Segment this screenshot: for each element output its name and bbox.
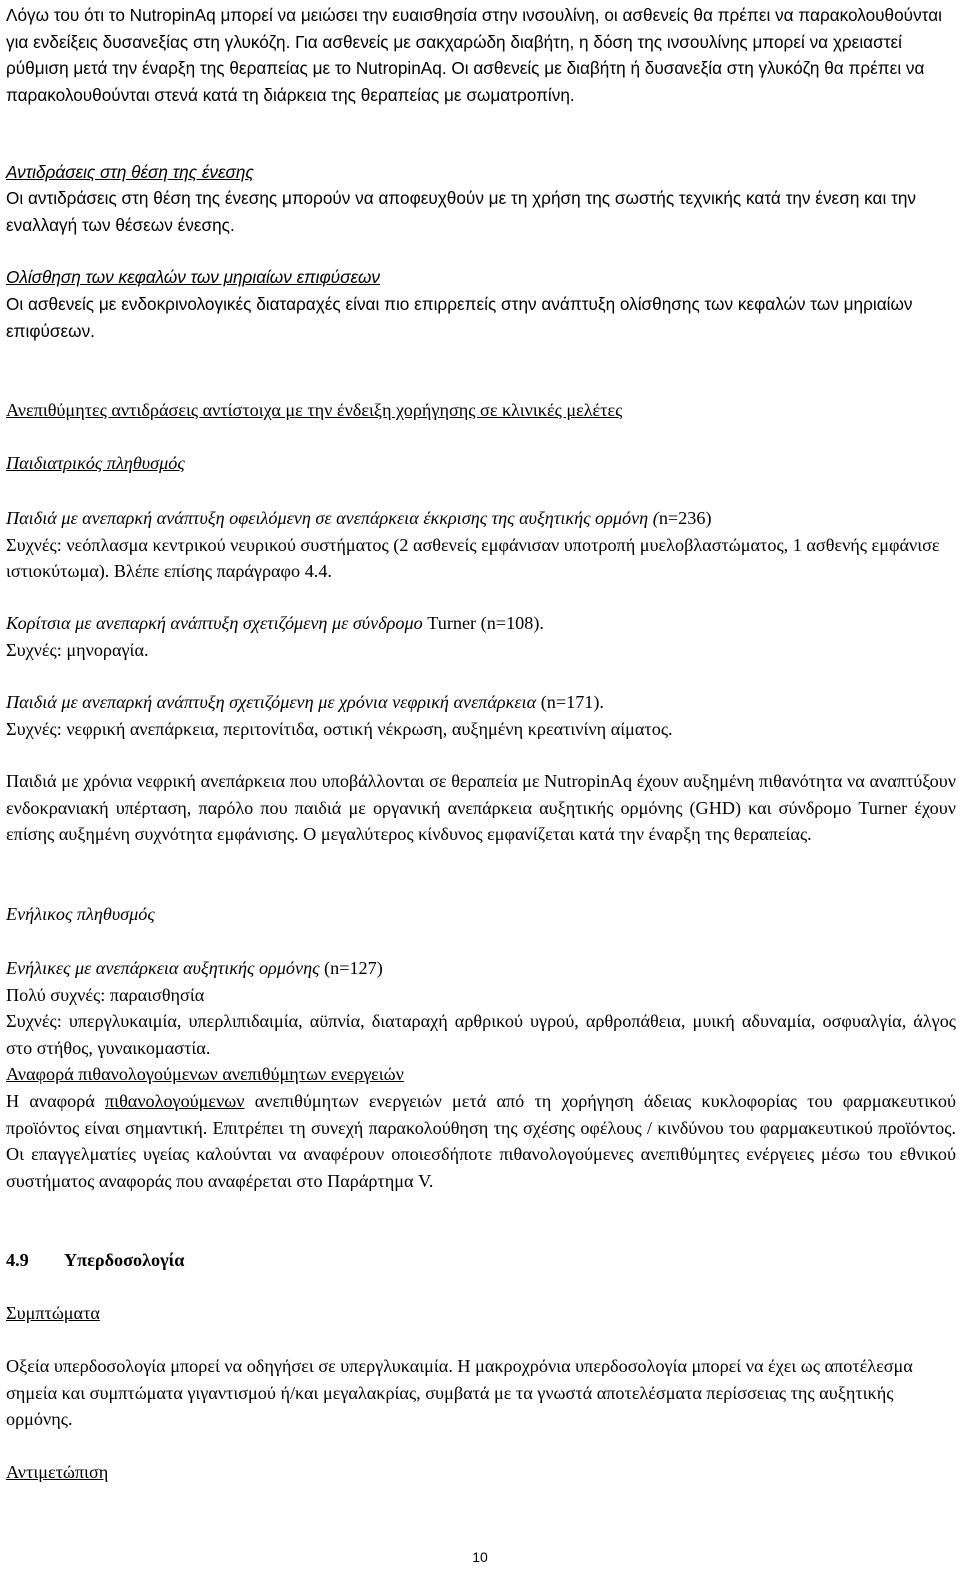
turner-common-label: Συχνές: — [6, 639, 67, 660]
ckd-note: Παιδιά με χρόνια νεφρική ανεπάρκεια που υποβάλλονται σε θεραπεία με NutropinAq έχουν αυξημένη πιθανότητα να αναπτύξουν ενδοκρανιακή υπέρταση, παρόλο που παιδιά με οργανική ανεπάρκεια αυξητικής ορμόνης (GHD) και σύνδρομο Turner έχουν επίσης αυξημένη συχνότητα εμφάνισης. Ο μεγαλύτερος κίνδυνος εμφανίζεται κατά την έναρξη της θεραπείας. — [6, 771, 956, 844]
adult-block — [6, 955, 956, 1008]
section-heading — [6, 1247, 184, 1274]
adult-heading: Ενήλικος πληθυσμός — [6, 904, 155, 924]
reporting-heading: Αναφορά πιθανολογούμενων ανεπιθύμητων ενεργειών — [6, 1064, 404, 1084]
injection-site-heading: Αντιδράσεις στη θέση της ένεσης — [6, 162, 254, 182]
injection-site-text: Οι αντιδράσεις στη θέση της ένεσης μπορούν να αποφευχθούν με τη χρήση της σωστής τεχνικής κατά την ένεση και την εναλλαγή των θέσεων ένεσης. — [6, 188, 917, 235]
ckd-count: (n=171). — [536, 692, 604, 712]
ckd-population: Παιδιά με ανεπαρκή ανάπτυξη σχετιζόμενη με χρόνια νεφρική ανεπάρκεια — [6, 692, 537, 712]
turner-population: Κορίτσια με ανεπαρκή ανάπτυξη σχετιζόμενη με σύνδρομο — [6, 613, 423, 633]
adult-very-common: Πολύ συχνές: παραισθησία — [6, 984, 205, 1005]
section-title: Υπερδοσολογία — [64, 1250, 185, 1270]
intro-paragraph: Λόγω του ότι το NutropinAq μπορεί να μειώσει την ευαισθησία στην ινσουλίνη, οι ασθενείς θα πρέπει να παρακολουθούνται για ενδείξεις δυσανεξίας στη γλυκόζη. Για ασθενείς με σακχαρώδη διαβήτη, η δόση της ινσουλίνης μπορεί να χρειαστεί ρύθμιση μετά την έναρξη της θεραπείας με το NutropinAq. Οι ασθενείς με διαβήτη ή δυσανεξία στη γλυκόζη θα πρέπει να παρακολουθούνται στενά κατά τη διάρκεια της θεραπείας με σωματροπίνη. — [6, 5, 942, 105]
symptoms-heading: Συμπτώματα — [6, 1303, 100, 1323]
ghd-common-label: Συχνές: — [6, 534, 67, 555]
ckd-common-label: Συχνές: — [6, 718, 67, 739]
epiphysis-heading: Ολίσθηση των κεφαλών των μηριαίων επιφύσεων — [6, 267, 381, 287]
epiphysis-text: Οι ασθενείς με ενδοκρινολογικές διαταραχές είναι πιο επιρρεπείς στην ανάπτυξη ολίσθησης των κεφαλών των μηριαίων επιφύσεων. — [6, 294, 913, 341]
page-number: 10 — [472, 1549, 488, 1565]
ghd-population: Παιδιά με ανεπαρκή ανάπτυξη οφειλόμενη σε ανεπάρκεια έκκρισης της αυξητικής ορμόνη ( — [6, 508, 659, 528]
pediatric-heading: Παιδιατρικός πληθυσμός — [6, 453, 185, 473]
turner-count: Turner (n=108). — [422, 613, 544, 633]
reporting-text — [6, 1088, 956, 1194]
ghd-block — [6, 505, 946, 585]
reporting-underlined: πιθανολογούμενων — [105, 1091, 245, 1111]
ghd-count: n=236) — [658, 508, 712, 528]
ckd-common: νεφρική ανεπάρκεια, περιτονίτιδα, οστική νέκρωση, αυξημένη κρεατινίνη αίματος. — [66, 718, 673, 739]
adult-common: Συχνές: υπεργλυκαιμία, υπερλιπιδαιμία, αϋπνία, διαταραχή αρθρικού υγρού, αρθροπάθεια, μυική αδυναμία, οσφυαλγία, άλγος στο στήθος, γυναικομαστία. — [6, 1011, 956, 1058]
reporting-post: ανεπιθύμητων ενεργειών μετά από τη χορήγηση άδειας κυκλοφορίας του φαρμακευτικού προϊόντος είναι σημαντική. Επιτρέπει τη συνεχή παρακολούθηση της σχέσης οφέλους / κινδύνου του φαρμακευτικού προϊόντος. Οι επαγγελματίες υγείας καλούνται να αναφέρουν οποιεσδήποτε πιθανολογούμενες ανεπιθύμητες ενέργειες μέσω του εθνικού συστήματος αναφοράς που αναφέρεται στο Παράρτημα V. — [6, 1091, 956, 1191]
turner-common: μηνοραγία. — [66, 639, 149, 660]
adult-population: Ενήλικες με ανεπάρκεια αυξητικής ορμόνης — [6, 958, 320, 978]
turner-block — [6, 610, 544, 663]
treatment-heading: Αντιμετώπιση — [6, 1462, 109, 1482]
reporting-pre: Η αναφορά — [6, 1091, 105, 1111]
symptoms-text: Οξεία υπερδοσολογία μπορεί να οδηγήσει σε υπεργλυκαιμία. Η μακροχρόνια υπερδοσολογία μπορεί να έχει ως αποτέλεσμα σημεία και συμπτώματα γιγαντισμού ή/και μεγαλακρίας, συμβατά με τα γνωστά αποτελέσματα περίσσειας της αυξητικής ορμόνης. — [6, 1356, 913, 1429]
section-number: 4.9 — [6, 1250, 29, 1270]
adverse-reactions-title: Ανεπιθύμητες αντιδράσεις αντίστοιχα με την ένδειξη χορήγησης σε κλινικές μελέτες — [6, 400, 623, 420]
adult-count: (n=127) — [319, 958, 383, 978]
ghd-common: νεόπλασμα κεντρικού νευρικού συστήματος (2 ασθενείς εμφάνισαν υποτροπή μυελοβλαστώματος, 1 ασθενής εμφάνισε ιστιοκύτωμα). Βλέπε επίσης παράγραφο 4.4. — [6, 534, 940, 581]
ckd-block — [6, 689, 673, 742]
